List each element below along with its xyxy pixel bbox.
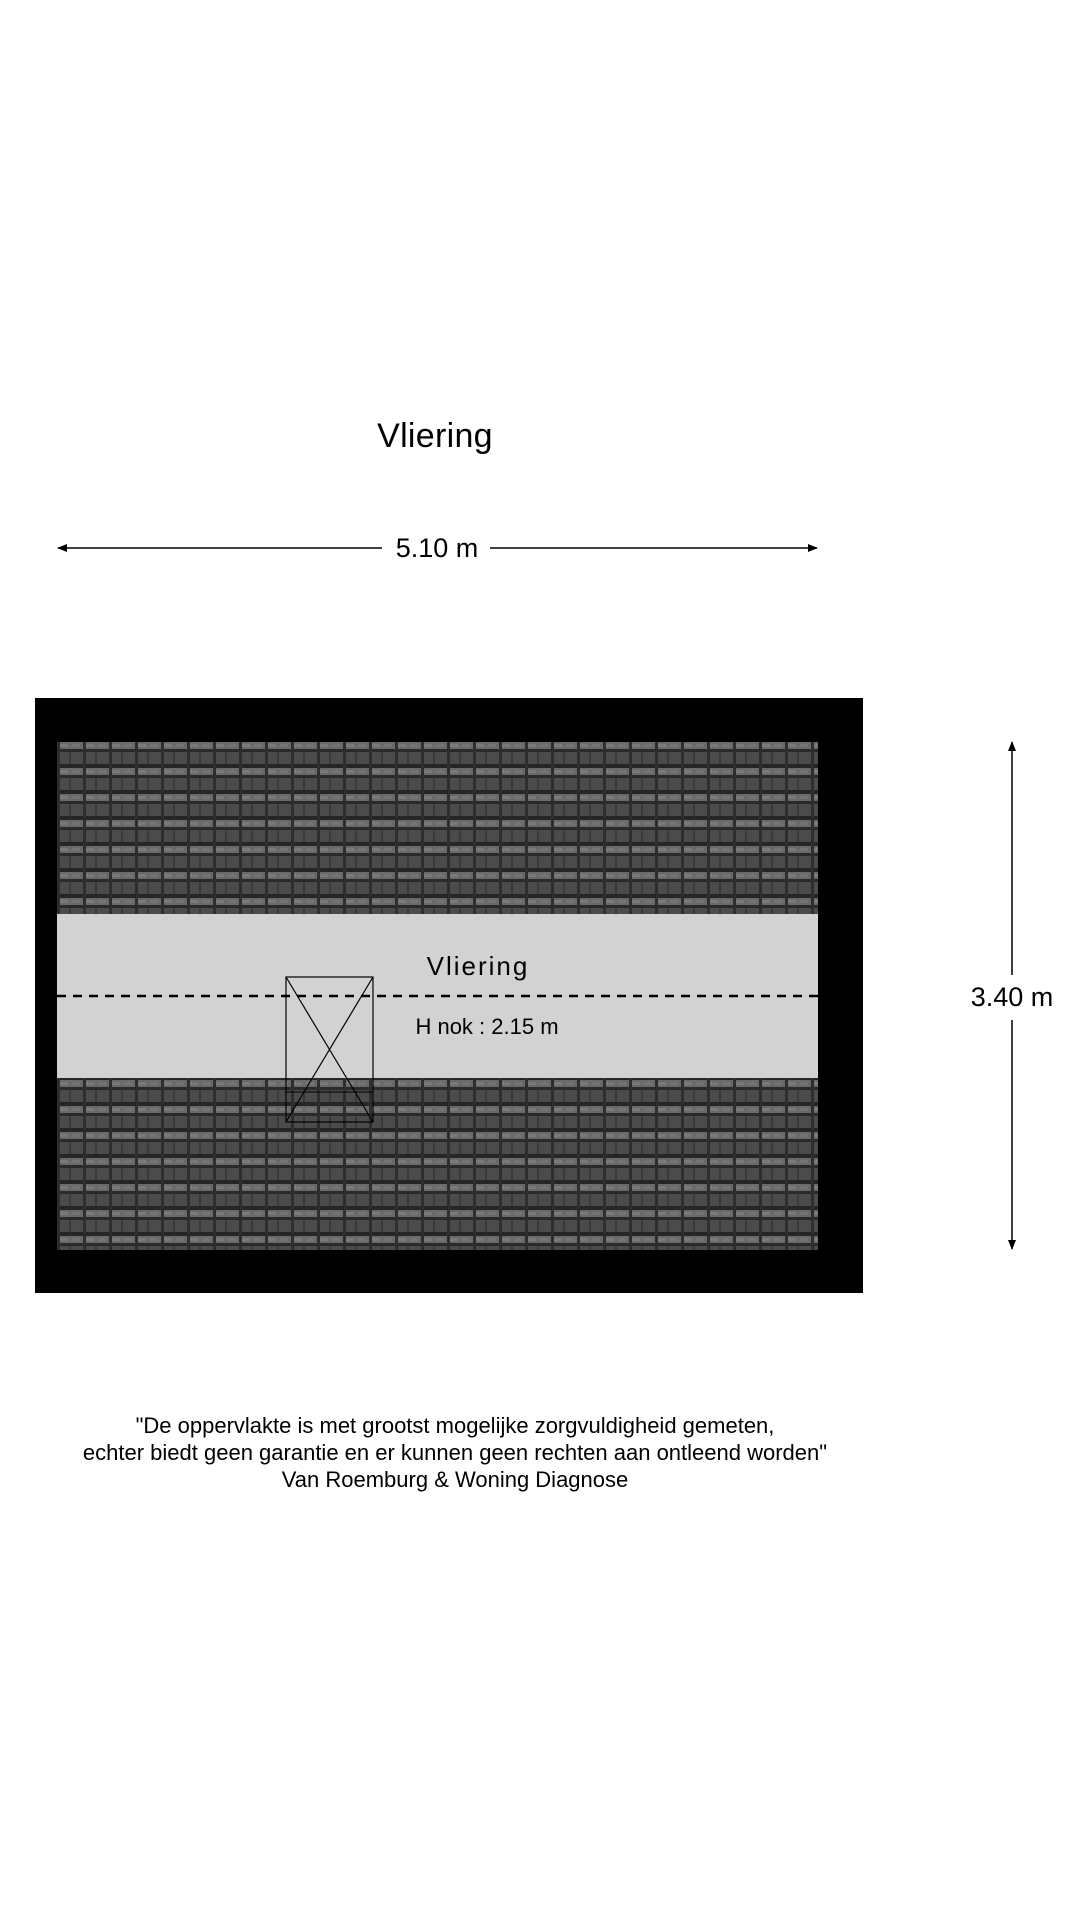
depth-dimension xyxy=(971,742,1054,1249)
depth-label: 3.40 m xyxy=(970,982,1054,1012)
width-dimension xyxy=(58,533,817,563)
disclaimer xyxy=(0,1412,910,1493)
disclaimer-line-1: "De oppervlakte is met grootst mogelijke zorgvuldigheid gemeten, xyxy=(135,1413,775,1438)
disclaimer-line-3: Van Roemburg & Woning Diagnose xyxy=(281,1467,629,1492)
page-title: Vliering xyxy=(377,417,493,455)
roof-slope-top xyxy=(57,742,818,914)
ridge-height-label: H nok : 2.15 m xyxy=(415,1014,559,1039)
roof-slope-bottom xyxy=(57,1078,818,1250)
disclaimer-line-2: echter biedt geen garantie en er kunnen geen rechten aan ontleend worden" xyxy=(82,1440,828,1465)
room-name-label: Vliering xyxy=(426,951,530,981)
width-label: 5.10 m xyxy=(395,533,479,563)
